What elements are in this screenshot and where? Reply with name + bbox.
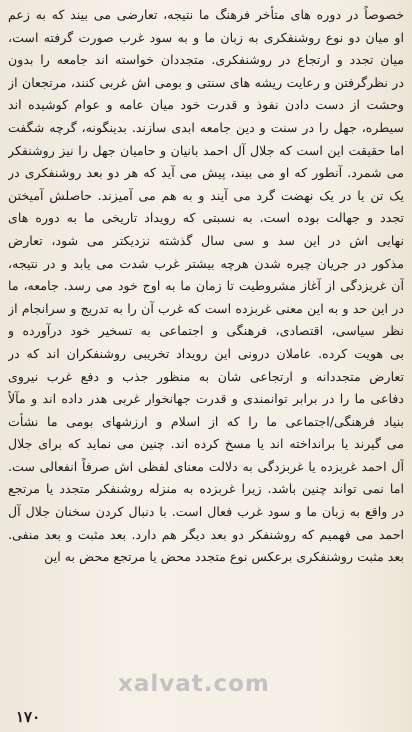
text-line: یک تن یا در یک نهضت گرد می آیند و به هم می آمیزند. حاصلش آمیختن <box>8 187 404 203</box>
text-line: مذکور در جریان چیره شدن هرچه بیشتر غرب شدت می یابد و در نتیجه، <box>8 255 404 271</box>
text-line: بنیاد فرهنگی/اجتماعی ما را که از اسلام و ارزشهای بومی ما نشأت <box>8 413 404 429</box>
text-line: بی هویت کرده. عاملان درونی این رویداد تخریبی روشنفکران اند که در <box>8 345 404 361</box>
body-text <box>8 4 404 569</box>
text-line: می گیرند یا برانداخته اند یا مسخ کرده اند. چنین می نماید که برای جلال <box>8 436 404 452</box>
text-line: نظر سیاسی، اقتصادی، فرهنگی و اجتماعی به تسخیر خود درآورده و <box>8 323 404 339</box>
watermark: xalvat.com <box>118 671 270 697</box>
page-number: ۱۷۰ <box>16 708 41 726</box>
text-line: وحشت از دست دادن نفوذ و قدرت خود میان عامه و عوام کوشیده اند <box>8 97 404 113</box>
text-line: در نظرگرفتن و رعایت ریشه های سنتی و بومی اش غربی کنند، مرتجعان از <box>8 74 404 90</box>
text-line: نهایی اش در این سد و سی سال گذشته نزدیکتر می شود، تعارض <box>8 232 404 248</box>
text-line: خصوصاً در دوره های متأخر فرهنگ ما نتیجه، تعارضی می بیند که به زعم <box>8 7 404 22</box>
text-line: می شمرد. آنطور که او می بیند، پیش می آید که هر دو بعد روشنفکری در <box>8 165 404 181</box>
text-line: سیطره، جهل را در سنت و دین جامعه ابدی سازند. بدینگونه، گرچه شگفت <box>8 119 404 135</box>
text-line: آن غربزدگی از آغاز مشروطیت تا زمان ما به اوج خود می رسد. جامعه، ما <box>8 278 404 294</box>
text-line: بعد مثبت روشنفکری برعکس نوع متجدد محض یا مرتجع محض به این <box>44 549 404 565</box>
text-line: آل احمد غربزده یا غربزدگی به دلالت معنای لفظی اش صرفاً انفعالی ست. <box>8 458 404 474</box>
text-line: او میان دو نوع روشنفکری به زبان ما و به سود غرب صورت گرفته است، <box>8 29 404 45</box>
text-line: تجدد و جهالت بوده است. به نسبتی که رویداد تاریخی ما به دوره های <box>8 210 404 226</box>
text-line: احمد می فهمیم که روشنفکر دو بعد دیگر هم دارد. بعد مثبت و بعد منفی. <box>8 526 404 542</box>
text-line: اما نمی تواند چنین باشد. زیرا غربزده به منزله روشنفکر متجدد یا مرتجع <box>8 481 404 497</box>
text-line: اما حقیقت این است که جلال آل احمد بانیان و حامیان جهل را نیز روشنفکر <box>8 142 404 158</box>
text-line: در واقع به زبان ما و سود غرب فعال است. با دنبال کردن سخنان جلال آل <box>8 504 404 520</box>
text-line: دفاعی ما را در برابر توانمندی و قدرت جهانخوار غربی هدر داده اند و مآلاً <box>8 391 404 407</box>
text-line: میان تجدد و ارتجاع در روشنفکری. متجددان خواسته اند جامعه را بدون <box>8 52 404 68</box>
text-line: در این حد و به این معنی غربزده است که غرب آن را به تدریج و سرانجام از <box>8 300 404 316</box>
text-line: تعارض متجددانه و ارتجاعی شان به منظور جذب و دفع غرب نیروی <box>8 368 404 384</box>
